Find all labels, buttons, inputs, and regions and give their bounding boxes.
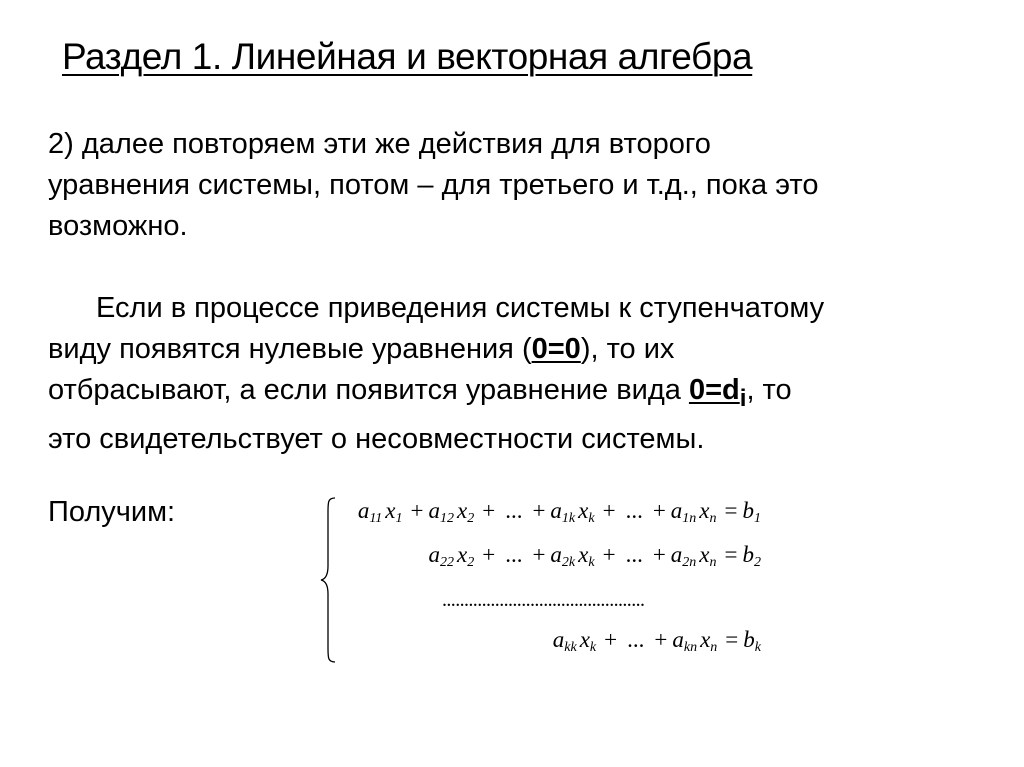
math-variable: a <box>670 542 683 567</box>
para2-line-4: это свидетельствует о несовместности системы. <box>48 422 705 455</box>
math-variable: x <box>456 542 468 567</box>
math-operator: ... <box>625 498 643 523</box>
math-variable: b <box>742 542 754 567</box>
math-subscript: 1n <box>682 511 697 526</box>
math-subscript: 1k <box>561 511 576 526</box>
math-term <box>699 542 717 570</box>
math-variable: a <box>672 627 684 652</box>
math-variable: b <box>743 627 755 652</box>
math-term <box>428 498 454 526</box>
math-variable: a <box>428 498 440 523</box>
math-variable: a <box>428 542 440 567</box>
math-subscript: 11 <box>369 511 383 526</box>
math-term <box>699 498 717 526</box>
slide-body <box>48 124 993 460</box>
math-term <box>672 627 698 655</box>
result-label: Получим: <box>48 496 176 528</box>
equation-row-1 <box>358 498 764 524</box>
math-subscript: kn <box>683 640 698 655</box>
math-operator: + <box>532 542 546 567</box>
inconsistent-equation-highlight <box>688 374 747 412</box>
para2-line-2-end: ), то их <box>580 333 675 365</box>
math-operator: + <box>482 542 496 567</box>
para2-line-3-start: отбрасывают, а если появится уравнение вида <box>48 374 689 406</box>
math-operator: + <box>602 498 616 523</box>
math-operator: + <box>410 498 424 523</box>
math-term <box>550 542 576 570</box>
math-subscript: k <box>588 555 595 570</box>
equation-row-k <box>553 627 764 653</box>
math-operator: ... <box>505 498 523 523</box>
math-term <box>578 498 595 526</box>
math-term <box>456 542 475 570</box>
math-term <box>743 627 761 655</box>
math-term <box>578 542 595 570</box>
math-variable: a <box>670 498 683 523</box>
math-operator: ... <box>627 627 645 652</box>
math-term <box>385 498 403 526</box>
math-term <box>579 627 597 655</box>
math-term <box>357 498 383 526</box>
math-operator: + <box>652 498 666 523</box>
math-subscript: 2 <box>467 555 475 570</box>
math-operator: + <box>652 542 666 567</box>
math-term <box>428 542 454 570</box>
inconsistent-equation-text: 0=d <box>688 374 740 406</box>
inconsistent-equation-subscript: i <box>739 384 747 412</box>
math-subscript: 2 <box>754 555 761 570</box>
math-operator: + <box>602 542 616 567</box>
math-variable: x <box>456 498 468 523</box>
para2-line-2 <box>48 329 993 370</box>
math-subscript: k <box>588 511 595 526</box>
math-operator: + <box>532 498 546 523</box>
math-operator: + <box>482 498 496 523</box>
math-variable: a <box>550 542 562 567</box>
math-term <box>552 627 577 655</box>
math-variable: a <box>552 627 565 652</box>
math-subscript: 2k <box>561 555 576 570</box>
para2-line-3 <box>48 370 993 419</box>
math-subscript: n <box>709 555 717 570</box>
math-subscript: n <box>709 511 717 526</box>
math-operator: ... <box>625 542 643 567</box>
math-term <box>456 498 475 526</box>
para2-line-1: Если в процессе приведения системы к ступенчатому <box>96 292 825 324</box>
math-variable: a <box>550 498 562 523</box>
math-variable: x <box>385 498 396 523</box>
math-term <box>670 498 697 526</box>
math-subscript: 22 <box>439 555 454 570</box>
equation-ellipsis-row: .............................................. <box>442 589 645 611</box>
math-subscript: n <box>710 640 718 655</box>
para2-line-2-start: виду появятся нулевые уравнения ( <box>48 333 532 365</box>
para1-line-1: 2) далее повторяем эти же действия для второго <box>48 128 711 160</box>
math-variable: x <box>699 498 710 523</box>
math-term <box>550 498 576 526</box>
paragraph-gap <box>48 247 993 288</box>
math-subscript: 12 <box>439 511 454 526</box>
math-subscript: 1 <box>395 511 403 526</box>
slide-title: Раздел 1. Линейная и векторная алгебра <box>62 36 753 77</box>
left-brace-icon <box>318 494 340 664</box>
math-term <box>700 627 718 655</box>
math-subscript: 2n <box>682 555 697 570</box>
math-variable: x <box>699 542 710 567</box>
zero-equation-highlight: 0=0 <box>531 333 581 365</box>
math-variable: a <box>357 498 370 523</box>
math-subscript: 1 <box>754 511 761 526</box>
math-variable: b <box>742 498 754 523</box>
math-subscript: k <box>589 640 597 655</box>
math-variable: x <box>579 627 590 652</box>
math-subscript: 2 <box>467 511 475 526</box>
math-variable: x <box>578 498 589 523</box>
math-variable: x <box>578 542 589 567</box>
math-operator: ... <box>505 542 523 567</box>
math-subscript: k <box>754 640 761 655</box>
math-term <box>742 498 762 526</box>
math-operator: + <box>604 627 618 652</box>
para1-line-2: уравнения системы, потом – для третьего и т.д., пока это <box>48 169 819 201</box>
math-term <box>742 542 762 570</box>
para2-line-3-end: , то <box>746 374 792 406</box>
math-subscript: kk <box>564 640 577 655</box>
math-term <box>670 542 697 570</box>
math-operator: = <box>724 498 738 523</box>
para1-line-3: возможно. <box>48 210 188 242</box>
equation-row-2 <box>428 542 764 568</box>
equation-system <box>318 494 778 664</box>
math-variable: x <box>700 627 711 652</box>
math-operator: = <box>725 627 739 652</box>
math-operator: = <box>724 542 738 567</box>
math-operator: + <box>654 627 668 652</box>
